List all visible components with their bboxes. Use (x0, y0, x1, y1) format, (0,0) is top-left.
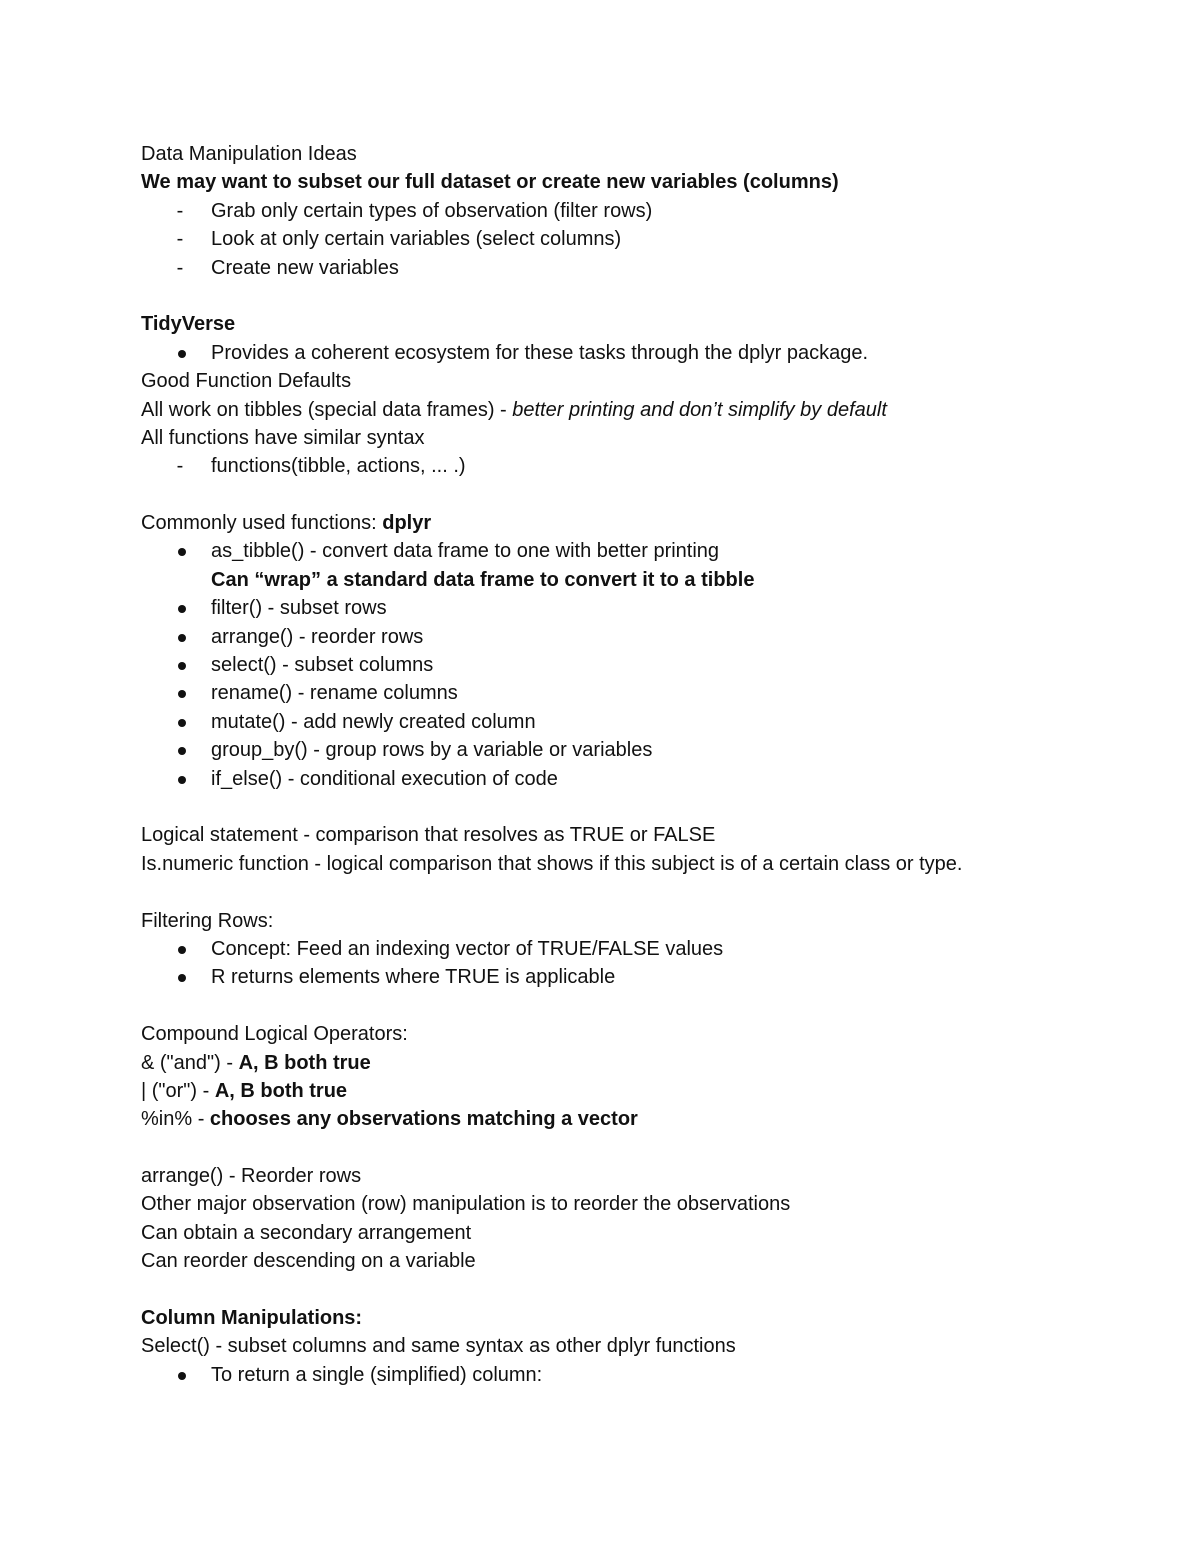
or-operator-line: | ("or") - A, B both true (141, 1079, 348, 1102)
spacer (141, 992, 1141, 1020)
spacer (141, 878, 1141, 906)
list-item-note: Can “wrap” a standard data frame to convert it to a tibble (211, 568, 755, 591)
bullet-icon (178, 946, 186, 954)
list-item: Concept: Feed an indexing vector of TRUE/FALSE values (141, 935, 1141, 963)
list-item: as_tibble() - convert data frame to one with better printing (141, 537, 1141, 565)
list-item: - Create new variables (141, 254, 1141, 282)
list-item: if_else() - conditional execution of code (141, 765, 1141, 793)
bullet-icon (178, 747, 186, 755)
select-line: Select() - subset columns and same syntax as other dplyr functions (141, 1335, 736, 1358)
list-item: rename() - rename columns (141, 679, 1141, 707)
arrange-line: Can reorder descending on a variable (141, 1250, 476, 1273)
bullet-icon (178, 776, 186, 784)
list-item: R returns elements where TRUE is applicable (141, 963, 1141, 991)
arrange-line: Other major observation (row) manipulation is to reorder the observations (141, 1193, 791, 1216)
list-item: mutate() - add newly created column (141, 708, 1141, 736)
list-item: - Look at only certain variables (select columns) (141, 225, 1141, 253)
is-numeric-line: Is.numeric function - logical comparison that shows if this subject is of a certain class or type. (141, 852, 963, 875)
list-item: - functions(tibble, actions, ... .) (141, 452, 1141, 480)
bullet-icon (178, 974, 186, 982)
bullet-icon (178, 350, 186, 358)
page-title: Data Manipulation Ideas (141, 143, 357, 165)
list-item: - Grab only certain types of observation (filter rows) (141, 197, 1141, 225)
columns-heading: Column Manipulations: (141, 1307, 363, 1330)
dash-marker: - (176, 256, 184, 279)
list-item: arrange() - reorder rows (141, 623, 1141, 651)
bullet-icon (178, 690, 186, 698)
bullet-icon (178, 719, 186, 727)
arrange-line: Can obtain a secondary arrangement (141, 1221, 472, 1244)
dplyr-label: Commonly used functions: dplyr (141, 512, 432, 535)
spacer (141, 1134, 1141, 1162)
bullet-icon (178, 634, 186, 642)
list-item: Provides a coherent ecosystem for these tasks through the dplyr package. (141, 339, 1141, 367)
list-item: group_by() - group rows by a variable or variables (141, 736, 1141, 764)
tidyverse-heading: TidyVerse (141, 313, 236, 336)
spacer (141, 282, 1141, 310)
dash-marker: - (176, 199, 184, 222)
spacer (141, 793, 1141, 821)
intro-heading: We may want to subset our full dataset or create new variables (columns) (141, 171, 839, 194)
bullet-icon (178, 605, 186, 613)
in-operator-line: %in% - chooses any observations matching a vector (141, 1108, 638, 1131)
spacer (141, 481, 1141, 509)
defaults-label: Good Function Defaults (141, 370, 352, 393)
and-operator-line: & ("and") - A, B both true (141, 1051, 371, 1074)
filtering-heading: Filtering Rows: (141, 909, 274, 932)
list-item: To return a single (simplified) column: (141, 1361, 1141, 1389)
bullet-icon (178, 548, 186, 556)
dash-marker: - (176, 228, 184, 251)
bullet-icon (178, 1372, 186, 1380)
logical-statement: Logical statement - comparison that resolves as TRUE or FALSE (141, 824, 716, 847)
list-item: filter() - subset rows (141, 594, 1141, 622)
tibbles-line: All work on tibbles (special data frames) - better printing and don’t simplify by default (141, 398, 887, 421)
dash-marker: - (176, 455, 184, 478)
spacer (141, 1276, 1141, 1304)
bullet-icon (178, 662, 186, 670)
list-item: select() - subset columns (141, 651, 1141, 679)
arrange-heading: arrange() - Reorder rows (141, 1165, 362, 1188)
compound-heading: Compound Logical Operators: (141, 1023, 408, 1046)
document-body (141, 140, 1141, 1389)
syntax-line: All functions have similar syntax (141, 426, 425, 449)
